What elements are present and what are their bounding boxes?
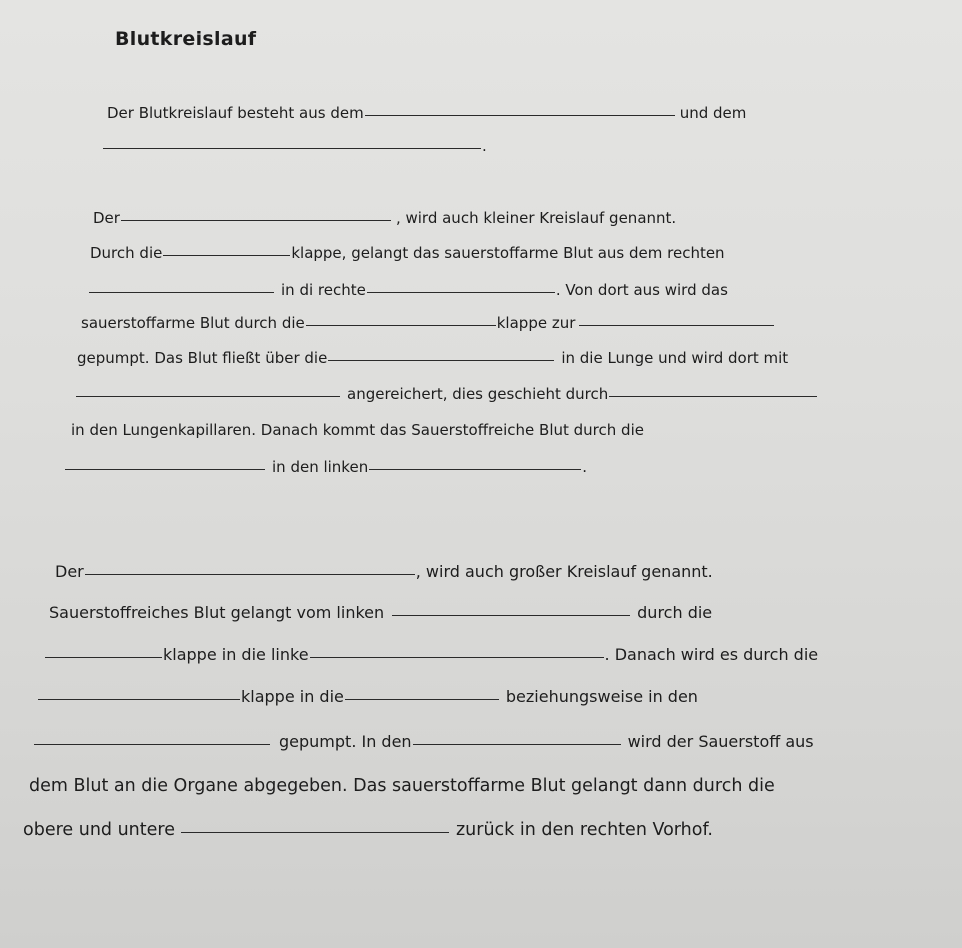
small-line-4: sauerstoffarme Blut durch die klappe zur <box>81 314 775 332</box>
blank-field[interactable] <box>306 325 496 326</box>
blank-field[interactable] <box>65 469 265 470</box>
small-line-6: angereichert, dies geschieht durch <box>75 385 818 403</box>
blank-field[interactable] <box>345 699 499 700</box>
blank-field[interactable] <box>365 115 675 116</box>
small-line-2: Durch die klappe, gelangt das sauerstoffarme Blut aus dem rechten <box>90 244 725 262</box>
blank-field[interactable] <box>34 744 270 745</box>
small-line-3: in di rechte . Von dort aus wird das <box>88 281 728 299</box>
blank-field[interactable] <box>163 255 290 256</box>
large-line-2: Sauerstoffreiches Blut gelangt vom linken durch die <box>49 603 713 622</box>
blank-field[interactable] <box>181 832 449 833</box>
blank-field[interactable] <box>579 325 774 326</box>
blank-field[interactable] <box>310 657 604 658</box>
page-title <box>115 28 256 50</box>
large-line-6: dem Blut an die Organe abgegeben. Das sauerstoffarme Blut gelangt dann durch die <box>29 776 775 796</box>
large-line-4: klappe in die beziehungsweise in den <box>37 687 698 706</box>
intro-line-2: . <box>102 137 487 155</box>
large-line-3: klappe in die linke . Danach wird es durch die <box>44 645 818 664</box>
large-line-7: obere und untere zurück in den rechten Vorhof. <box>23 820 713 840</box>
blank-field[interactable] <box>367 292 555 293</box>
blank-field[interactable] <box>328 360 554 361</box>
small-line-8: in den linken . <box>64 458 587 476</box>
blank-field[interactable] <box>413 744 621 745</box>
blank-field[interactable] <box>392 615 630 616</box>
small-line-5: gepumpt. Das Blut fließt über die in die Lunge und wird dort mit <box>77 349 789 367</box>
intro-line-1: Der Blutkreislauf besteht aus dem und dem <box>107 104 747 122</box>
blank-field[interactable] <box>369 469 581 470</box>
blank-field[interactable] <box>89 292 274 293</box>
blank-field[interactable] <box>45 657 162 658</box>
blank-field[interactable] <box>85 574 415 575</box>
title-text: Blutkreislauf <box>115 28 257 50</box>
small-line-1: Der , wird auch kleiner Kreislauf genannt. <box>93 209 677 227</box>
blank-field[interactable] <box>121 220 391 221</box>
blank-field[interactable] <box>609 396 817 397</box>
large-line-5: gepumpt. In den wird der Sauerstoff aus <box>33 732 814 751</box>
small-line-7: in den Lungenkapillaren. Danach kommt das Sauerstoffreiche Blut durch die <box>71 421 644 439</box>
blank-field[interactable] <box>103 148 481 149</box>
blank-field[interactable] <box>38 699 240 700</box>
large-line-1: Der , wird auch großer Kreislauf genannt. <box>55 562 713 581</box>
blank-field[interactable] <box>76 396 340 397</box>
